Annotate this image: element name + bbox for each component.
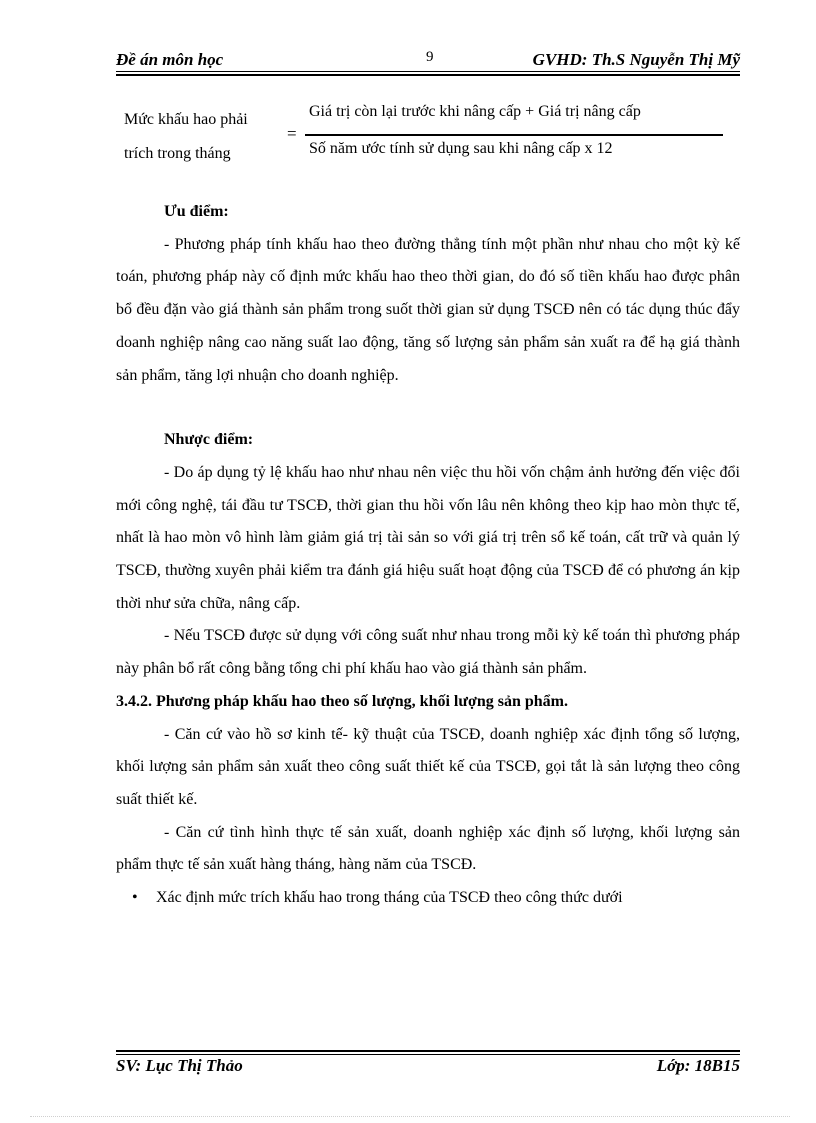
formula-label <box>124 103 248 171</box>
header-rule-thin <box>116 71 740 72</box>
section-heading: 3.4.2. Phương pháp khấu hao theo số lượng, khối lượng sản phẩm. <box>116 692 568 710</box>
advantages-paragraph: - Phương pháp tính khấu hao theo đường thẳng tính một phần như nhau cho một kỳ kế toán, phương pháp này cố định mức khấu hao theo thời gian, do đó số tiền khấu hao được phân bổ đều đặn vào giá thành sản phẩm trong suốt thời gian sử dụng TSCĐ nên có tác dụng thúc đẩy doanh nghiệp nâng cao năng suất lao động, tăng số lượng sản phẩm sản xuất ra để hạ giá thành sản phẩm, tăng lợi nhuận cho doanh nghiệp. <box>116 235 740 384</box>
bullet-text: Xác định mức trích khấu hao trong tháng của TSCĐ theo công thức dưới <box>156 889 623 907</box>
section-paragraph-2: - Căn cứ tình hình thực tế sản xuất, doanh nghiệp xác định số lượng, khối lượng sản phẩm thực tế sản xuất hàng tháng, hàng năm của TSCĐ. <box>116 823 740 874</box>
formula-numerator: Giá trị còn lại trước khi nâng cấp + Giá trị nâng cấp <box>309 103 641 120</box>
page-break-divider <box>30 1116 790 1117</box>
disadvantages-heading: Nhược điểm: <box>164 431 254 449</box>
formula-denominator: Số năm ước tính sử dụng sau khi nâng cấp x 12 <box>309 140 613 157</box>
footer-class: Lớp: 18B15 <box>656 1056 740 1075</box>
formula-equals: = <box>287 124 297 143</box>
document-body <box>116 196 740 915</box>
disadvantages-paragraph-2: - Nếu TSCĐ được sử dụng với công suất như nhau trong mỗi kỳ kế toán thì phương pháp này phân bổ rất công bằng tổng chi phí khấu hao vào giá thành sản phẩm. <box>116 627 740 678</box>
footer-student: SV: Lục Thị Thảo <box>116 1056 243 1075</box>
section-paragraph-1: - Căn cứ vào hồ sơ kinh tế- kỹ thuật của TSCĐ, doanh nghiệp xác định tổng số lượng, khối lượng sản phẩm sản xuất theo công suất thiết kế của TSCĐ, gọi tắt là sản lượng theo công suất thiết kế. <box>116 725 740 808</box>
bullet-item <box>116 882 740 915</box>
footer-rule-thick <box>116 1050 740 1052</box>
page-header <box>116 46 740 72</box>
fraction-bar <box>305 134 723 136</box>
bullet-icon: • <box>132 889 138 907</box>
header-course: Đề án môn học <box>116 50 224 69</box>
page-number: 9 <box>426 49 434 65</box>
header-rule-thick <box>116 74 740 76</box>
formula-label-line1: Mức khấu hao phải <box>124 111 248 128</box>
footer-rule-thin <box>116 1054 740 1055</box>
disadvantages-paragraph-1: - Do áp dụng tỷ lệ khấu hao như nhau nên việc thu hồi vốn chậm ảnh hưởng đến việc đổi mới công nghệ, tái đầu tư TSCĐ, thời gian thu hồi vốn lâu nên không theo kịp hao mòn thực tế, nhất là hao mòn vô hình làm giảm giá trị tài sản so với giá trị trên sổ kế toán, cất trữ và quản lý TSCĐ, thường xuyên phải kiểm tra đánh giá hiệu suất hoạt động của TSCĐ để có phương án kịp thời như sửa chữa, nâng cấp. <box>116 463 740 612</box>
formula-label-line2: trích trong tháng <box>124 145 231 162</box>
advantages-heading: Ưu điểm: <box>164 203 229 220</box>
header-supervisor: GVHD: Th.S Nguyễn Thị Mỹ <box>532 50 740 69</box>
